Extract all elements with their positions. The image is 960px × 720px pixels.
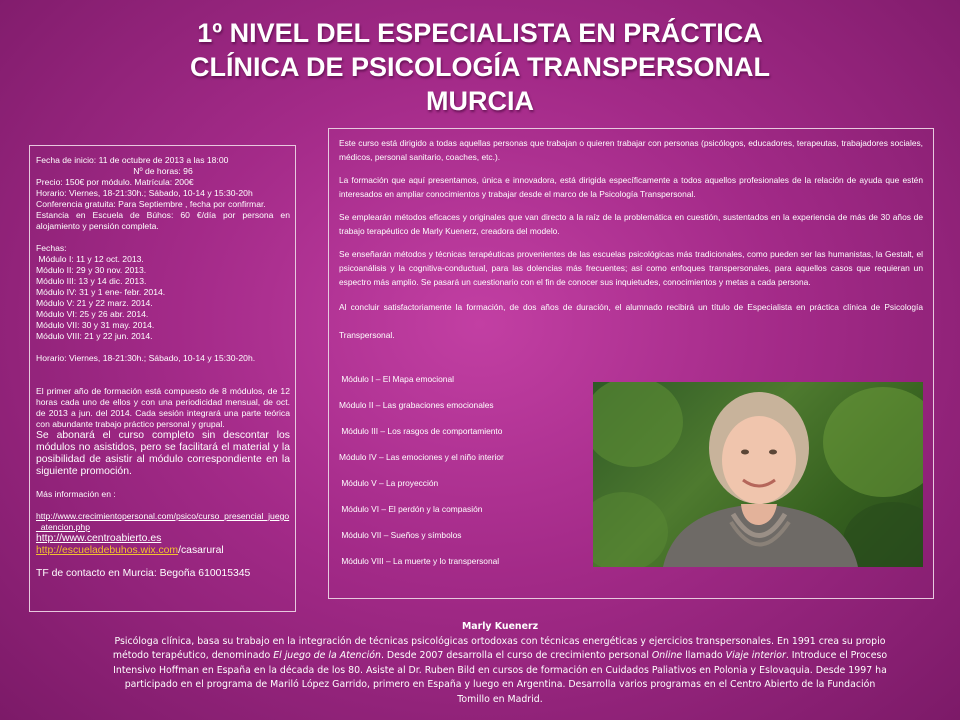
description-paragraph: Se emplearán métodos eficaces y originales que van directo a la raíz de la problemática en cuestión, sustentados en la experiencia de más de 30 años de trabajo terapéutico de Marly Kuenerz, creadora del modelo. [339,212,923,236]
course-info-box [29,145,296,612]
date-item: Módulo III: 13 y 14 dic. 2013. [36,276,147,286]
module-item: Módulo II – Las grabaciones emocionales [339,400,494,410]
module-item: Módulo VII – Sueños y símbolos [339,530,462,540]
conference: Conferencia gratuita: Para Septiembre , fecha por confirmar. [36,199,266,209]
hours: Nº de horas: 96 [133,166,193,176]
module-item: Módulo V – La proyección [339,478,439,488]
dates-label: Fechas: [36,243,67,253]
discount-text: Se abonará el curso completo sin descontar los módulos no asistidos, pero se facilitará el material y la posibilidad de asistir al módulo correspondiente en la siguiente promoción. [36,430,290,477]
date-item: Módulo IV: 31 y 1 ene- febr. 2014. [36,287,166,297]
price: Precio: 150€ por módulo. Matrícula: 200€ [36,177,194,187]
page-title [60,16,900,118]
module-item: Módulo VIII – La muerte y lo transpersonal [339,556,500,566]
contact-phone: TF de contacto en Murcia: Begoña 610015345 [36,568,251,579]
date-item: Módulo V: 21 y 22 marz. 2014. [36,298,153,308]
link-centroabierto[interactable]: http://www.centroabierto.es [36,533,162,544]
module-item: Módulo I – El Mapa emocional [339,374,454,384]
portrait-illustration [593,382,923,567]
description-paragraph: Se enseñarán métodos y técnicas terapéuticas provenientes de las escuelas psicológicas más tradicionales, como pueden ser las humanistas, la Gestalt, el psicoanálisis y la cognitiva-conductual, para las dolencias más frecuentes; así como enfoques transpersonales, para aquellos casos que requieran un espectro más amplio. Se pasará un cuestionario con el fin de conocer sus inquietudes, conocimientos y metas a cada persona. [339,249,923,287]
date-item: Módulo II: 29 y 30 nov. 2013. [36,265,147,275]
title-line: CLÍNICA DE PSICOLOGÍA TRANSPERSONAL [189,52,771,82]
link-escuela-row [36,545,290,557]
bio-italic: El juego de la Atención [273,650,381,661]
bio-text-part: . Desde 2007 desarrolla el curso de crecimiento personal [380,650,652,661]
link-suffix: /casarural [178,545,224,556]
start-date: Fecha de inicio: 11 de octubre de 2013 a las 18:00 [36,155,229,165]
schedule: Horario: Viernes, 18-21:30h.; Sábado, 10-14 y 15:30-20h [36,188,253,198]
module-list [339,372,599,580]
portrait-photo [593,382,923,567]
bio-text-part: . Introduce el Proceso Intensivo Hoffman en España en la década de los 80. Asiste al Dr. Ruben Bild en cursos de formación en Cuidados Paliativos en Polonia y Eslovaquia. Desde 1997 ha participado en el programa de Mariló López Garrido, primero en España y luego en Argentina. Desarrolla varios programas en el Centro Abierto de la Fundación Tomillo en Madrid. [113,650,888,705]
date-item: Módulo VI: 25 y 26 abr. 2014. [36,309,149,319]
more-info-label: Más información en : [36,489,116,499]
module-item: Módulo IV – Las emociones y el niño interior [339,452,504,462]
bio-text-part: Psicóloga clínica, basa su trabajo en la integración de técnicas psicológicas ortodoxas con técnicas energéticas y ejercicios transpersonales. En 1991 crea su propio método terapéutico, denominado [112,635,886,661]
first-year-text: El primer año de formación está compuesto de 8 módulos, de 12 horas cada uno de ellos y con una periodicidad mensual, de oct. de 2013 a jun. del 2014. Cada sesión integrará una parte teórica con abundante trabajo práctico personal y grupal. [36,386,290,429]
title-line: MURCIA [426,86,534,116]
module-item: Módulo III – Los rasgos de comportamiento [339,426,503,436]
bio-italic: Viaje interior [725,650,786,661]
schedule-repeat: Horario: Viernes, 18-21:30h.; Sábado, 10-14 y 15:30-20h. [36,353,256,363]
date-item: Módulo VII: 30 y 31 may. 2014. [36,320,155,330]
date-item: Módulo I: 11 y 12 oct. 2013. [36,254,144,264]
module-item: Módulo VI – El perdón y la compasión [339,504,483,514]
bio-section [112,620,888,707]
description-paragraph: La formación que aquí presentamos, única e innovadora, está dirigida específicamente a todos aquellos profesionales de la relación de ayuda que estén interesados en ampliar conocimientos y trabajar desde el marco de la Psicología Transpersonal. [339,175,923,199]
bio-italic: Online [651,650,683,661]
link-crecimiento[interactable]: http://www.crecimientopersonal.com/psico/curso_presencial_juego_atencion.php [36,511,290,532]
description-paragraph: Al concluir satisfactoriamente la formación, de dos años de duración, el alumnado recibirá un título de Especialista en práctica clínica de Psicología Transpersonal. [339,302,923,340]
bio-name: Marly Kuenerz [461,621,539,632]
description-paragraph: Este curso está dirigido a todas aquellas personas que trabajan o quieren trabajar con personas (psicólogos, educadores, terapeutas, trabajadores sociales, médicos, personal sanitario, coaches, etc.). [339,138,923,162]
link-escueladebuhos[interactable]: http://escueladebuhos.wix.com [36,545,179,556]
title-line: 1º NIVEL DEL ESPECIALISTA EN PRÁCTICA [197,18,763,48]
date-item: Módulo VIII: 21 y 22 jun. 2014. [36,331,153,341]
bio-text-part: llamado [682,650,726,661]
bio-text [112,635,888,708]
stay: Estancia en Escuela de Búhos: 60 €/día por persona en alojamiento y pensión completa. [36,210,290,231]
